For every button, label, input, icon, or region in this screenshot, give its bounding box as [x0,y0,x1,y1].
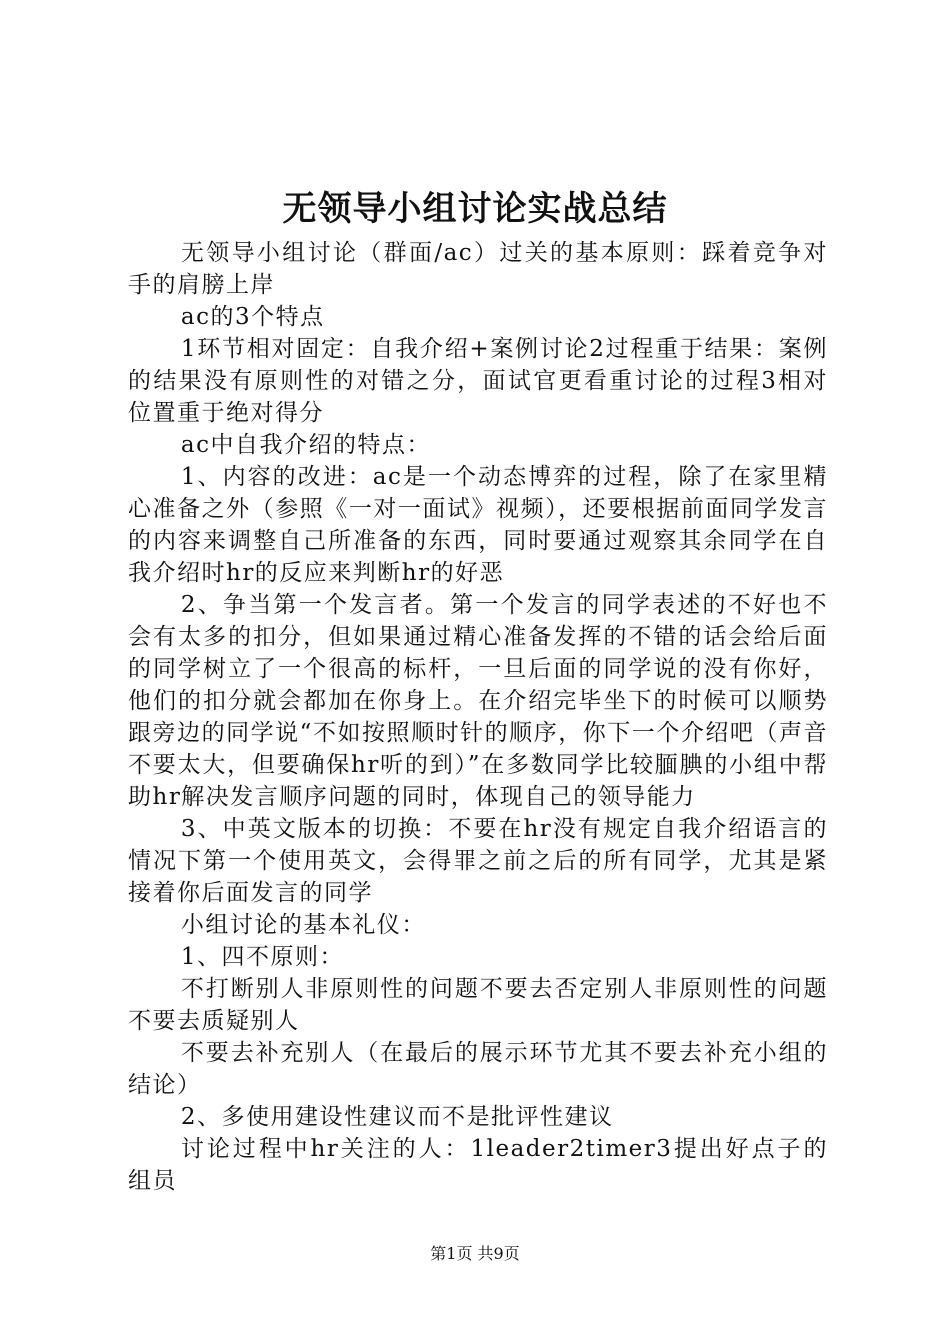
paragraph: 2、多使用建设性建议而不是批评性建议 [180,1104,614,1130]
paragraph: 无领导小组讨论（群面/ac）过关的基本原则：踩着竞争对手的肩膀上岸 [128,240,828,298]
paragraph: 3、中英文版本的切换：不要在hr没有规定自我介绍语言的情况下第一个使用英文，会得罪之前之后的所有同学，尤其是紧接着你后面发言的同学 [128,816,828,906]
paragraph: 1、四不原则： [180,944,345,970]
paragraph: 不要去补充别人（在最后的展示环节尤其不要去补充小组的结论） [128,1040,828,1098]
paragraph: 小组讨论的基本礼仪： [180,912,426,938]
paragraph: 2、争当第一个发言者。第一个发言的同学表述的不好也不会有太多的扣分，但如果通过精心准备发挥的不错的话会给后面的同学树立了一个很高的标杆，一旦后面的同学说的没有你好，他们的扣分就会都加在你身上。在介绍完毕坐下的时候可以顺势跟旁边的同学说“不如按照顺时针的顺序，你下一个介绍吧（声音不要太大，但要确保hr听的到）”在多数同学比较腼腆的小组中帮助hr解决发言顺序问题的同时，体现自己的领导能力 [128,592,828,810]
paragraph: 讨论过程中hr关注的人：1leader2timer3提出好点子的组员 [128,1136,828,1194]
paragraph: 1环节相对固定：自我介绍+案例讨论2过程重于结果：案例的结果没有原则性的对错之分，面试官更看重讨论的过程3相对位置重于绝对得分 [128,336,828,426]
paragraph: ac的3个特点 [180,304,325,330]
document-body [128,237,828,1197]
paragraph: 1、内容的改进：ac是一个动态博弈的过程，除了在家里精心准备之外（参照《一对一面试》视频），还要根据前面同学发言的内容来调整自己所准备的东西，同时要通过观察其余同学在自我介绍时hr的反应来判断hr的好恶 [128,464,828,586]
page-footer: 第1页 共9页 [430,1244,520,1263]
paragraph: 不打断别人非原则性的问题不要去否定别人非原则性的问题不要去质疑别人 [128,976,828,1034]
document-title: 无领导小组讨论实战总结 [282,189,668,229]
paragraph: ac中自我介绍的特点： [180,432,431,458]
